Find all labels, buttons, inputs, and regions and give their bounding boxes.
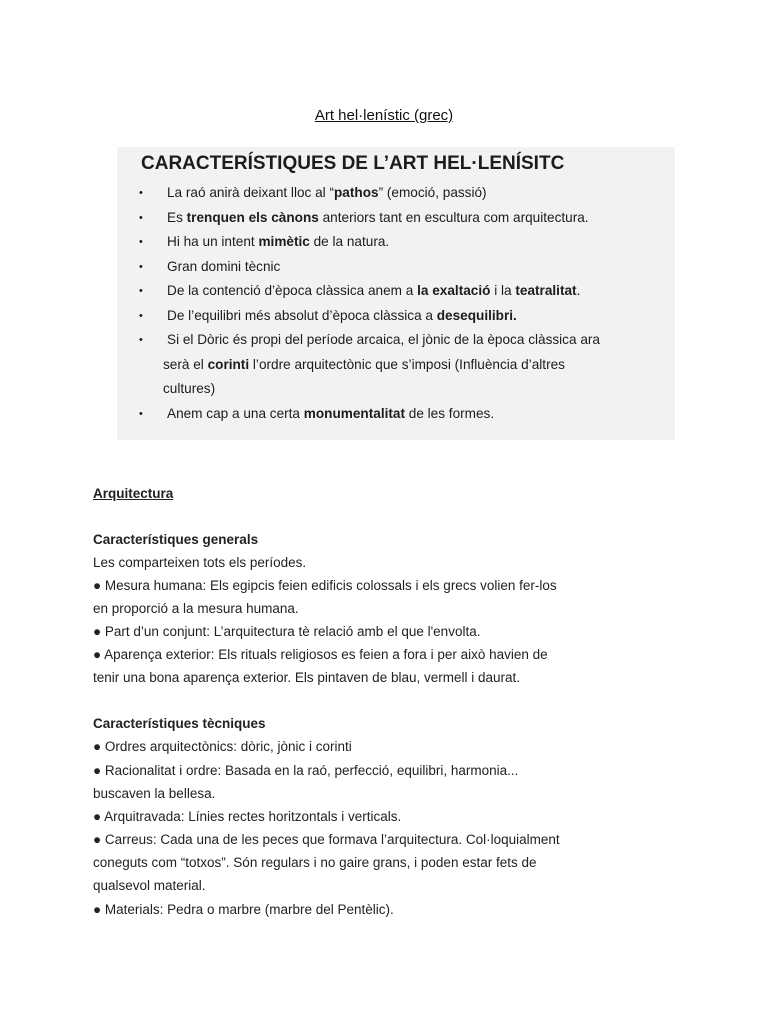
bullet-item [117, 206, 675, 231]
text: Es [167, 209, 187, 225]
section-title: Arquitectura [93, 486, 174, 501]
bold-text: pathos [334, 185, 379, 200]
text: serà el [163, 356, 208, 372]
paragraph-line: buscaven la bellesa. [93, 786, 216, 801]
text: anteriors tant en escultura com arquitectura. [318, 209, 589, 225]
bullet-glyph: • [139, 260, 143, 273]
paragraph-line: ● Part d’un conjunt: L’arquitectura tè relació amb el que l'envolta. [93, 624, 481, 639]
text: De l’equilibri més absolut d’època clàssica a [167, 307, 437, 323]
bold-text: la exaltació [417, 283, 491, 298]
bullet-glyph: • [139, 407, 143, 420]
bold-text: desequilibri. [436, 307, 517, 323]
bullet-glyph: • [139, 285, 143, 297]
general-heading: Característiques generals [93, 532, 259, 547]
paragraph-line: qualsevol material. [93, 878, 206, 893]
paragraph-line: tenir una bona aparença exterior. Els pintaven de blau, vermell i daurat. [93, 670, 521, 685]
text: de les formes. [404, 405, 495, 421]
bullet-glyph: • [139, 309, 143, 322]
bullet-item [117, 181, 675, 206]
bullet-item [117, 304, 675, 329]
bold-text: monumentalitat [303, 405, 405, 421]
text: . [576, 283, 581, 298]
bullet-glyph: • [139, 334, 143, 346]
paragraph-line: ● Mesura humana: Els egipcis feien edificis colossals i els grecs volien fer-los [93, 578, 557, 593]
paragraph-line: ● Carreus: Cada una de les peces que formava l’arquitectura. Col·loquialment [93, 832, 560, 847]
characteristics-list [117, 181, 675, 426]
paragraph-line: ● Arquitravada: Línies rectes horitzontals i verticals. [93, 809, 402, 824]
bold-text: teatralitat [515, 283, 577, 298]
characteristics-box [117, 147, 675, 440]
paragraph-line: ● Aparença exterior: Els rituals religiosos es feien a fora i per això havien de [93, 647, 548, 662]
text: ” (emoció, passió) [378, 185, 487, 200]
bullet-item [117, 230, 675, 255]
bullet-glyph: • [139, 236, 143, 248]
bold-text: trenquen els cànons [186, 209, 319, 225]
document-title: Art hel·lenístic (grec) [314, 107, 454, 124]
text: l’ordre arquitectònic que s’imposi (Influència d’altres [249, 356, 565, 372]
paragraph-line: Les comparteixen tots els períodes. [93, 555, 307, 570]
text: Si el Dòric és propi del període arcaica, el jònic de la època clàssica ara [167, 332, 600, 347]
bullet-item [117, 328, 675, 353]
bullet-item-continuation [117, 353, 675, 378]
bold-text: mimètic [258, 234, 310, 249]
bullet-item-continuation [117, 377, 675, 402]
paragraph-line: coneguts com “totxos”. Són regulars i no gaire grans, i poden estar fets de [93, 855, 537, 870]
paragraph-line: en proporció a la mesura humana. [93, 601, 299, 616]
bullet-glyph: • [139, 187, 143, 199]
bullet-item [117, 279, 675, 304]
paragraph-line: ● Ordres arquitectònics: dòric, jònic i corinti [93, 739, 352, 754]
text: i la [490, 283, 516, 298]
box-heading: CARACTERÍSTIQUES DE L’ART HEL·LENÍSITC [141, 153, 565, 174]
bold-text: corinti [207, 356, 250, 372]
text: de la natura. [309, 234, 390, 249]
paragraph-line: ● Materials: Pedra o marbre (marbre del Pentèlic). [93, 902, 394, 917]
text: De la contenció d’època clàssica anem a [167, 283, 418, 298]
technical-heading: Característiques tècniques [93, 716, 266, 731]
text: Gran domini tècnic [167, 258, 281, 274]
bullet-item [117, 402, 675, 427]
bullet-glyph: • [139, 211, 143, 224]
bullet-item [117, 255, 675, 280]
text: Hi ha un intent [167, 234, 259, 249]
text: cultures) [163, 381, 216, 396]
text: La raó anirà deixant lloc al “ [167, 185, 334, 200]
text: Anem cap a una certa [167, 405, 304, 421]
paragraph-line: ● Racionalitat i ordre: Basada en la raó, perfecció, equilibri, harmonia... [93, 763, 519, 778]
